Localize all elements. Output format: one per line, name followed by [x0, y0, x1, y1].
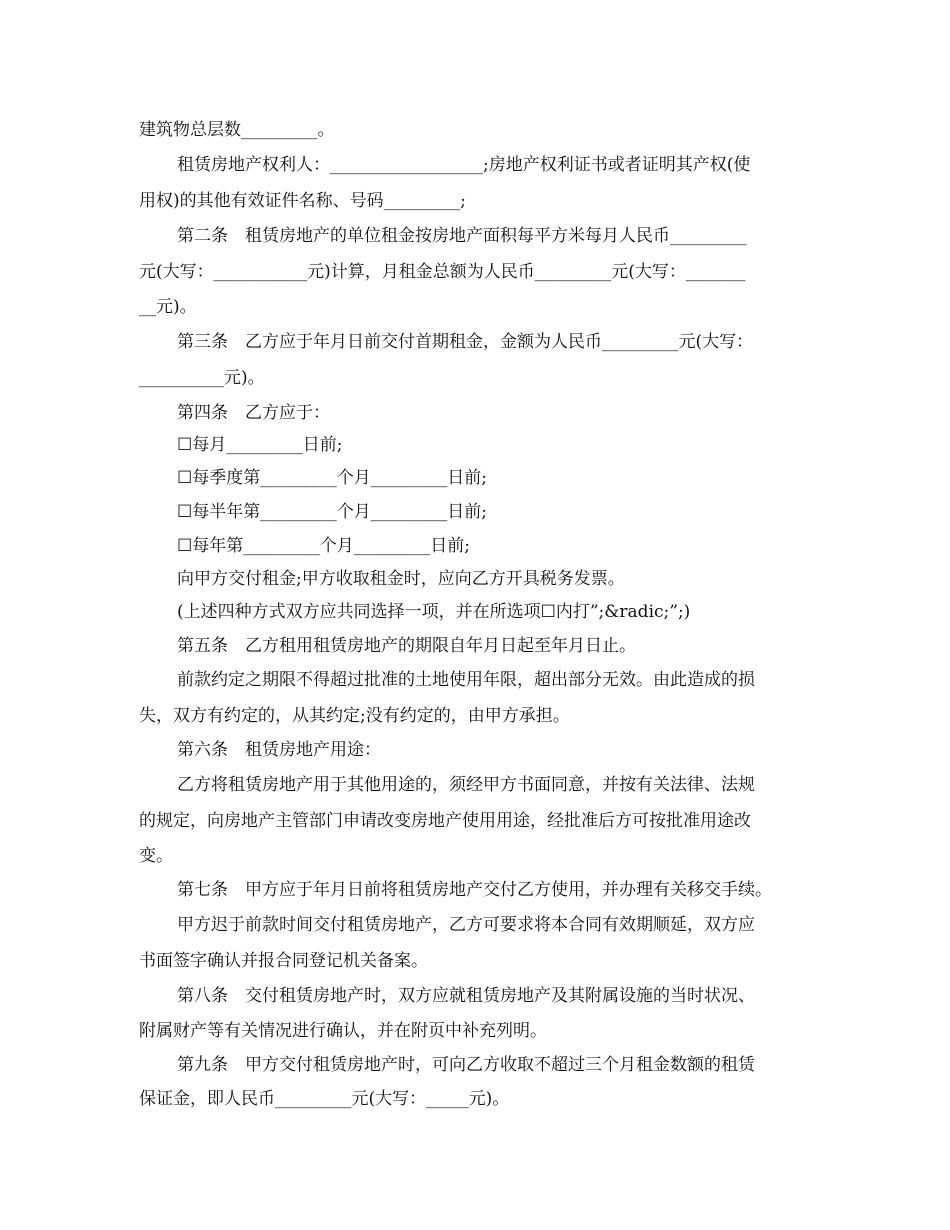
text-line: 保证金，即人民币_________元(大写：_____元)。: [139, 1089, 510, 1109]
text-line: 的规定，向房地产主管部门申请改变房地产使用用途，经批准后方可按批准用途改: [139, 811, 751, 831]
text-line: 租赁房地产权利人：__________________;房地产权利证书或者证明其产权(使: [177, 155, 751, 175]
checkbox-option: ☐每年第_________个月_________日前;: [177, 536, 470, 556]
text-line: 第六条 租赁房地产用途：: [177, 740, 381, 760]
checkbox-option: ☐每半年第_________个月_________日前;: [177, 502, 487, 522]
text-line: 向甲方交付租金;甲方收取租金时，应向乙方开具税务发票。: [177, 569, 625, 589]
text-line: (上述四种方式双方应共同选择一项，并在所选项☐内打”;&radic;”;): [177, 602, 691, 622]
text-line: 第四条 乙方应于：: [177, 403, 330, 423]
checkbox-option: ☐每月_________日前;: [177, 435, 343, 455]
text-line: __元)。: [139, 297, 197, 317]
text-line: 元(大写：___________元)计算，月租金总额为人民币_________元(大写：_______: [139, 262, 746, 282]
text-line: 失，双方有约定的，从其约定;没有约定的，由甲方承担。: [139, 706, 570, 726]
text-line: 第八条 交付租赁房地产时，双方应就租赁房地产及其附属设施的当时状况、: [177, 986, 755, 1006]
text-line: __________元)。: [139, 368, 265, 388]
text-line: 第九条 甲方交付租赁房地产时，可向乙方收取不超过三个月租金数额的租赁: [177, 1055, 755, 1075]
text-line: 前款约定之期限不得超过批准的土地使用年限，超出部分无效。由此造成的损: [177, 670, 755, 690]
text-line: 第七条 甲方应于年月日前将租赁房地产交付乙方使用，并办理有关移交手续。: [177, 880, 772, 900]
text-line: 乙方将租赁房地产用于其他用途的，须经甲方书面同意，并按有关法律、法规: [177, 775, 755, 795]
text-line: 第三条 乙方应于年月日前交付首期租金，金额为人民币_________元(大写：: [177, 332, 754, 352]
text-line: 建筑物总层数_________。: [139, 120, 335, 140]
text-line: 变。: [139, 846, 173, 866]
text-line: 第五条 乙方租用租赁房地产的期限自年月日起至年月日止。: [177, 636, 636, 656]
text-line: 甲方迟于前款时间交付租赁房地产，乙方可要求将本合同有效期顺延，双方应: [177, 915, 755, 935]
text-line: 第二条 租赁房地产的单位租金按房地产面积每平方米每月人民币_________: [177, 226, 747, 246]
text-line: 用权)的其他有效证件名称、号码_________;: [139, 191, 466, 211]
text-line: 书面签字确认并报合同登记机关备案。: [139, 951, 428, 971]
checkbox-option: ☐每季度第_________个月_________日前;: [177, 468, 487, 488]
text-line: 附属财产等有关情况进行确认，并在附页中补充列明。: [139, 1021, 547, 1041]
